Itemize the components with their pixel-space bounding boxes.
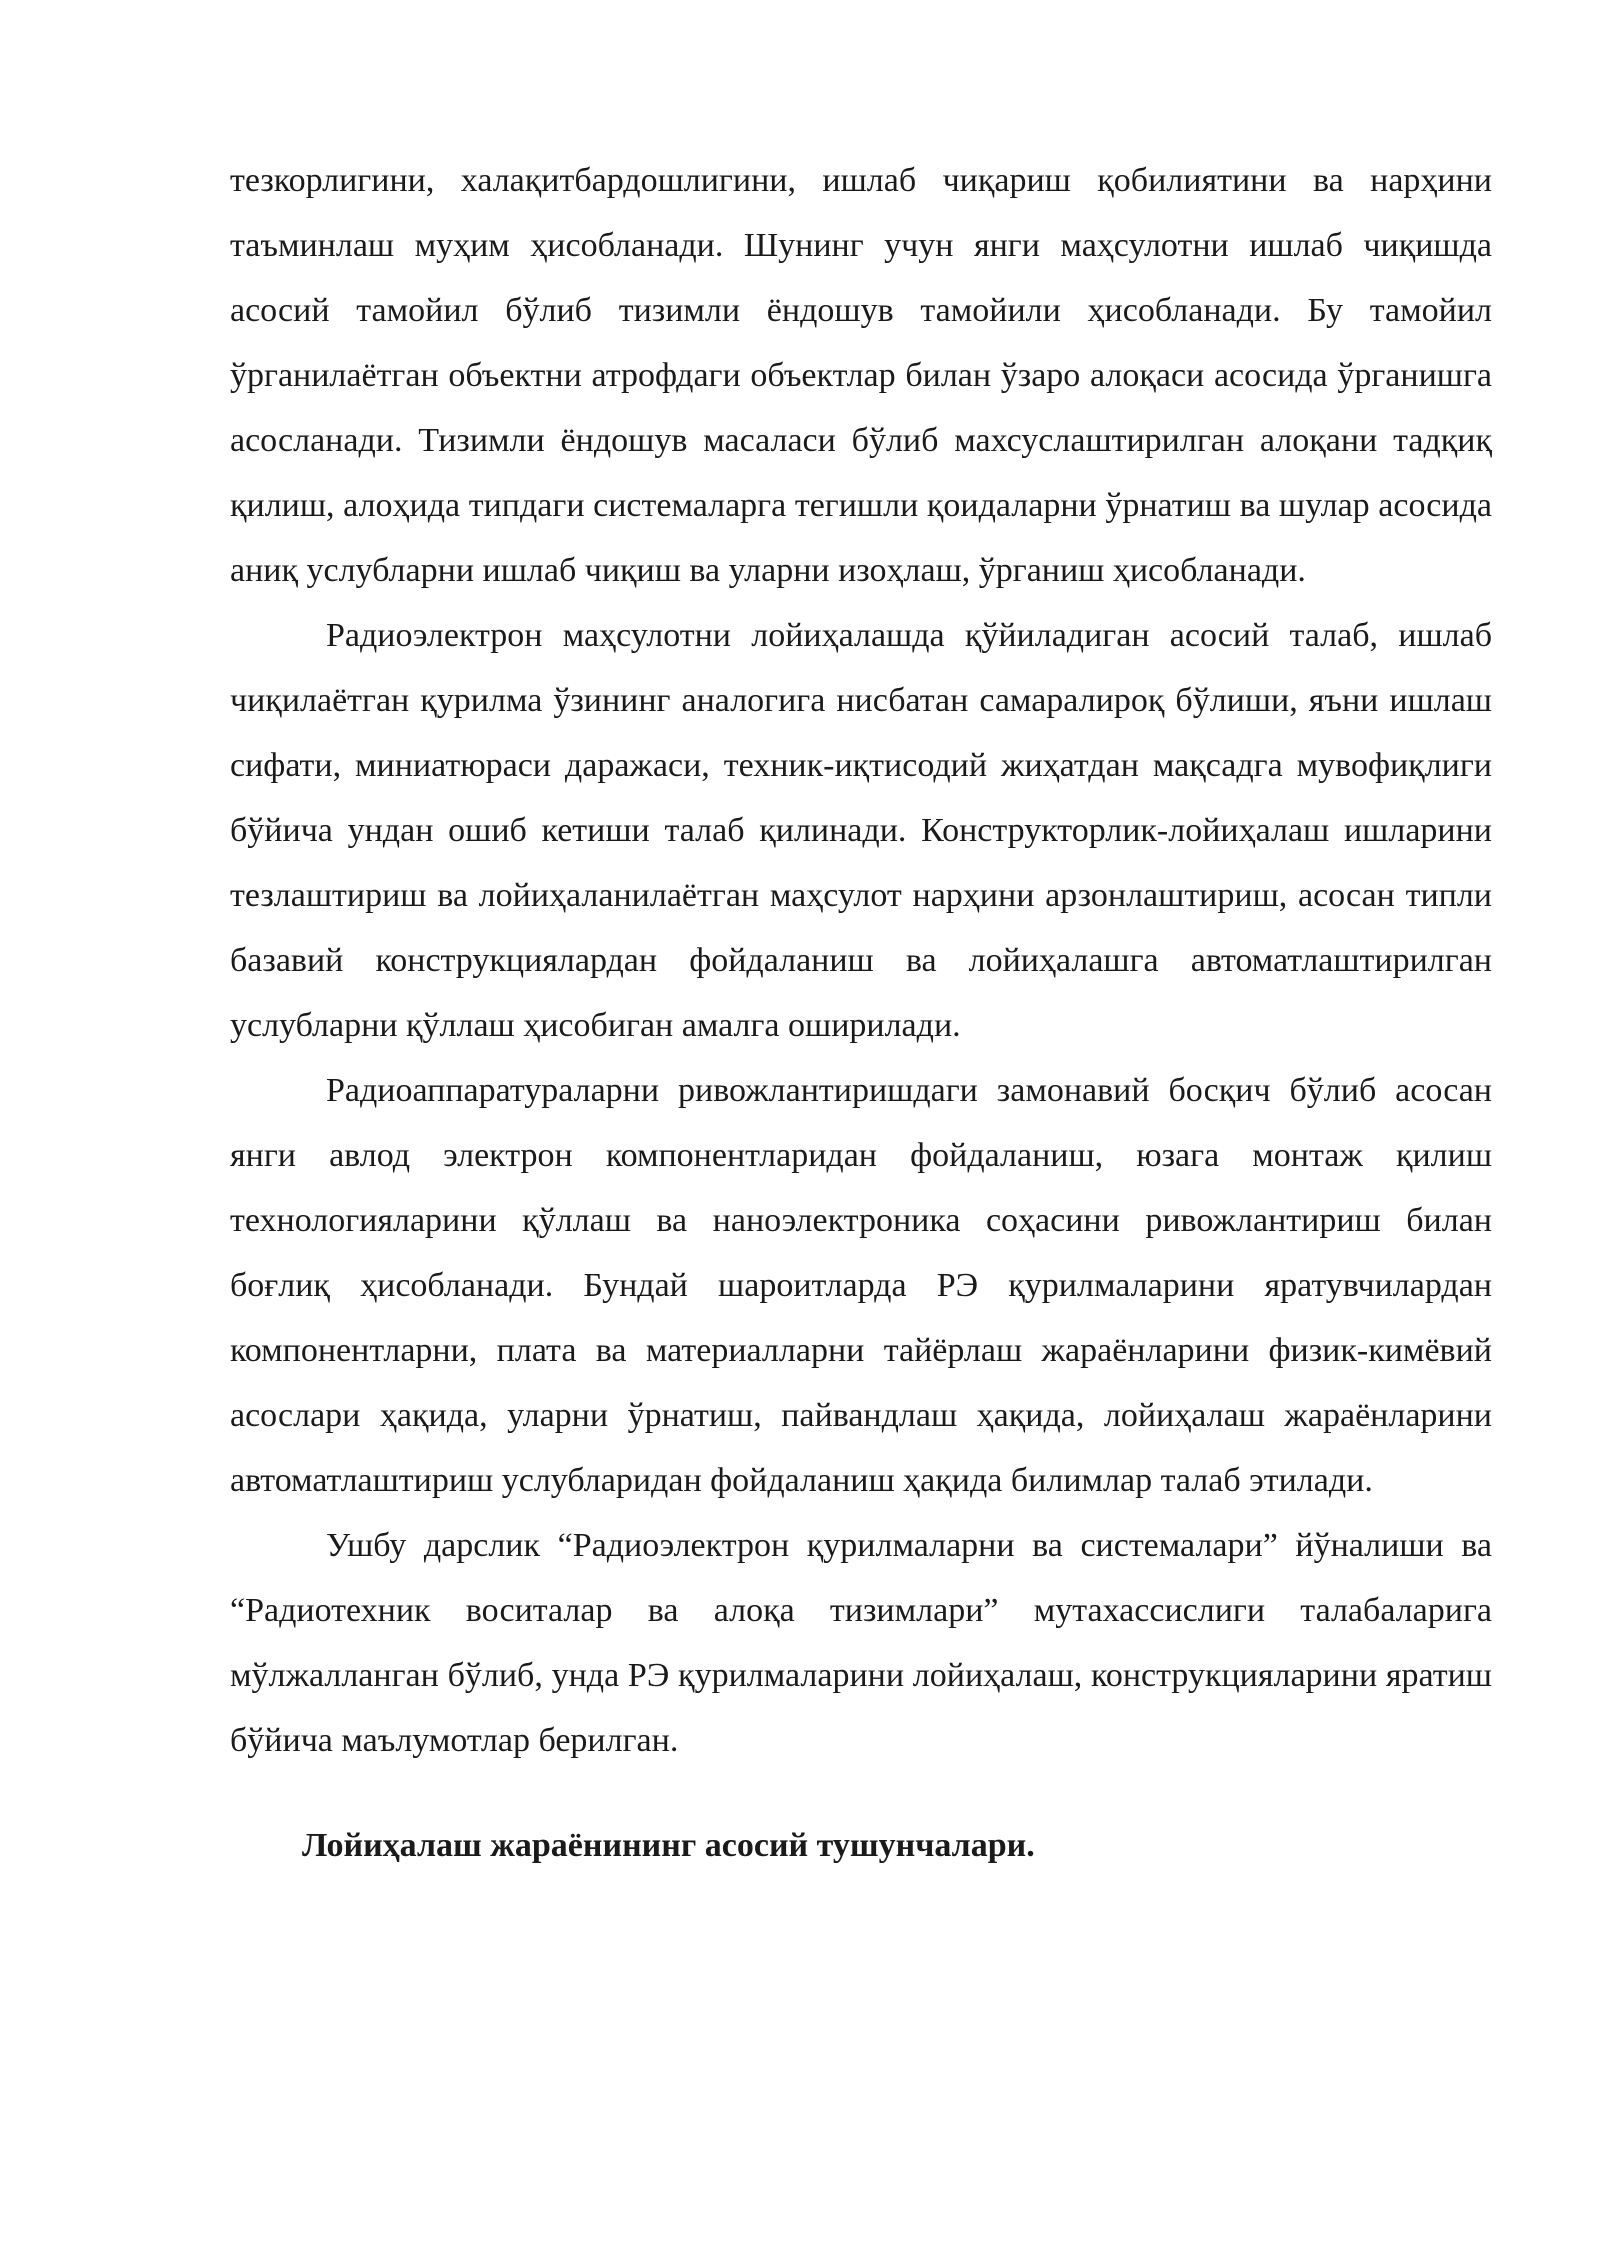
paragraph-textbook-purpose: Ушбу дарслик “Радиоэлектрон қурилмаларни ва системалари” йўналиши ва “Радиотехник воситалар ва алоқа тизимлари” мутахассислиги талабаларига мўлжалланган бўлиб, унда РЭ қурилмаларини лойиҳалаш, конструкцияларини яратиш бўйича маълумотлар берилган. <box>230 1527 1492 1759</box>
section-heading: Лойиҳалаш жараёнининг асосий тушунчалари. <box>302 1827 1035 1864</box>
paragraph-design-requirements: Радиоэлектрон маҳсулотни лойиҳалашда қўйиладиган асосий талаб, ишлаб чиқилаётган қурилма ўзининг аналогига нисбатан самаралироқ бўлиши, яъни ишлаш сифати, миниатюраси даражаси, техник-иқтисодий жиҳатдан мақсадга мувофиқлиги бўйича ундан ошиб кетиши талаб қилинади. Конструкторлик-лойиҳалаш ишларини тезлаштириш ва лойиҳаланилаётган маҳсулот нарҳини арзонлаштириш, асосан типли базавий конструкциялардан фойдаланиш ва лойиҳалашга автоматлаштирилган услубларни қўллаш ҳисобиган амалга оширилади. <box>230 617 1492 1044</box>
paragraph-continuation: тезкорлигини, халақитбардошлигини, ишлаб чиқариш қобилиятини ва нарҳини таъминлаш муҳим ҳисобланади. Шунинг учун янги маҳсулотни ишлаб чиқишда асосий тамойил бўлиб тизимли ёндошув тамойили ҳисобланади. Бу тамойил ўрганилаётган объектни атрофдаги объектлар билан ўзаро алоқаси асосида ўрганишга асосланади. Тизимли ёндошув масаласи бўлиб махсуслаштирилган алоқани тадқиқ қилиш, алоҳида типдаги системаларга тегишли қоидаларни ўрнатиш ва шулар асосида аниқ услубларни ишлаб чиқиш ва уларни изоҳлаш, ўрганиш ҳисобланади. <box>230 162 1492 589</box>
document-body <box>230 148 1492 1878</box>
paragraph-modern-stage: Радиоаппаратураларни ривожлантиришдаги замонавий босқич бўлиб асосан янги авлод электрон компонентларидан фойдаланиш, юзага монтаж қилиш технологияларини қўллаш ва наноэлектроника соҳасини ривожлантириш билан боғлиқ ҳисобланади. Бундай шароитларда РЭ қурилмаларини яратувчилардан компонентларни, плата ва материалларни тайёрлаш жараёнларини физик-кимёвий асослари ҳақида, уларни ўрнатиш, пайвандлаш ҳақида, лойиҳалаш жараёнларини автоматлаштириш услубларидан фойдаланиш ҳақида билимлар талаб этилади. <box>230 1072 1492 1499</box>
